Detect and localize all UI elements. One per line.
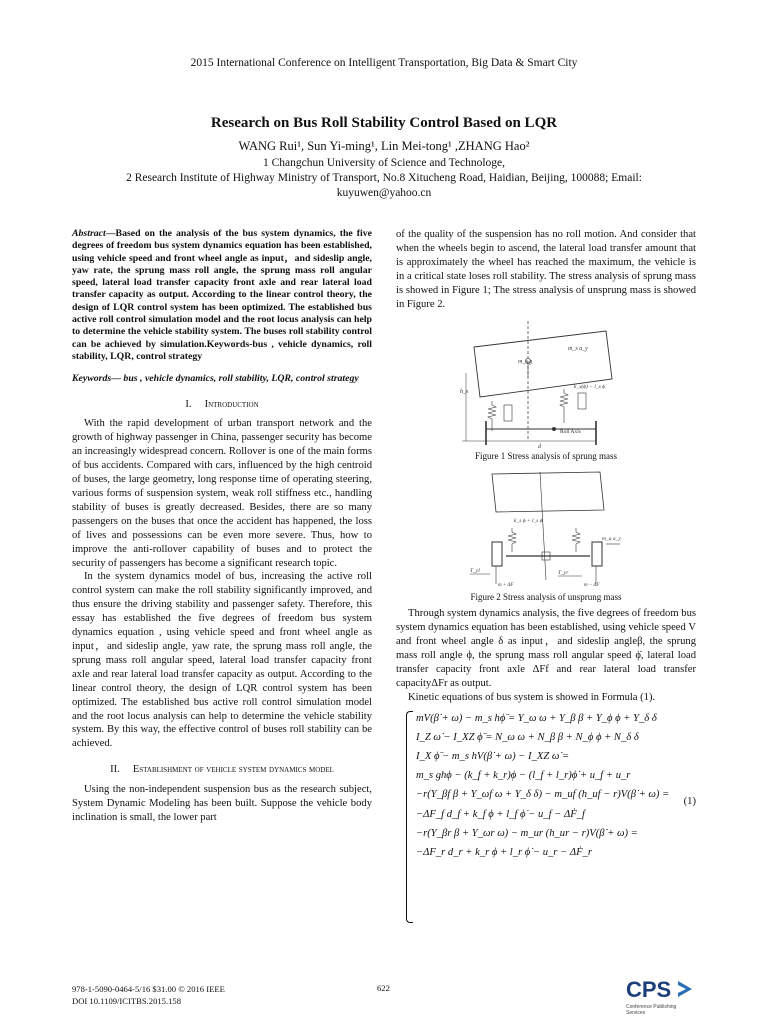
isbn: 978-1-5090-0464-5/16 $31.00 © 2016 IEEE	[72, 984, 225, 994]
abstract-text: —Based on the analysis of the bus system dynamics, the five degrees of freedom bus system dynamics equation has been established, using vehicle speed and front wheel angle as input，and sideslip angle, yaw rate, the sprung mass roll angle, the sprung mass roll angular speed, lateral load transfer capacity front axle and rear lateral load transfer capacity as output. According to the linear control theory, the design of LQR control system has been optimized. The established bus active roll control simulation model and the root locus analysis can help to determine the vehicle stability system. The buses roll stability control can be achieved by simulation.Keywords-bus , vehicle dynamics, roll stability, LQR, control strategy	[72, 228, 372, 362]
left-column	[72, 228, 372, 825]
fig2-mass-label: m_u a_y	[602, 536, 621, 543]
affiliations	[60, 156, 708, 201]
logo-mark-icon	[676, 979, 694, 999]
paragraph: Using the non-independent suspension bus as the research subject, System Dynamic Modeling has been built. Suppose the vehicle body inclination is small, the lower part	[72, 784, 372, 823]
email[interactable]: kuyuwen@yahoo.cn	[336, 187, 432, 199]
section-title: Introduction	[204, 398, 259, 410]
equation-line: m_s ghϕ − (k_f + k_r)ϕ − (l_f + l_r)ϕ̇ + u_f + u_r	[416, 770, 631, 782]
figure-1-caption: Figure 1 Stress analysis of sprung mass	[475, 451, 617, 462]
page-number: 622	[377, 983, 390, 993]
paragraph: With the rapid development of urban transport network and the growth of highway passenger in China, passenger security has become an increasingly widespread concern. Rollover is one of the main forms of bus accidents. Compared with cars, influenced by the high centroid of buses, the large geometry, long response time of operating steering, various forms of suspension system, weak roll stiffness etc., handling stability of buses is greatly decreased. Besides, there are so many passengers on the buses that once the accident has happened, the loss of lives and possessions can be even more severe. Thus, how to improve the anti-rollover capability of buses and to protect the security of passengers has become a significant research topic.	[72, 418, 372, 569]
doi[interactable]: DOI 10.1109/ICITBS.2015.158	[72, 996, 182, 1006]
section-number: II.	[110, 764, 120, 776]
conference-name: 2015 International Conference on Intelligent Transportation, Big Data & Smart City	[190, 57, 578, 69]
equation-brace	[406, 711, 413, 923]
equation-block	[396, 709, 696, 925]
equation-line: I_X ϕ̈ − m_s hV(β̇ + ω) − I_XZ ω̇ =	[416, 751, 570, 762]
logo-text: CPS	[626, 977, 672, 1002]
paper-title: Research on Bus Roll Stability Control Based on LQR	[210, 115, 558, 131]
abstract	[72, 228, 372, 363]
fig1-d-label: d	[538, 444, 541, 450]
fig1-mass-label: m_s a_y	[568, 346, 588, 353]
equation-line: −r(Y_βr β + Y_ωr ω) − m_ur (h_ur − r)V(β̇ + ω) =	[416, 827, 638, 839]
equation-lines	[416, 709, 669, 863]
keywords: Keywords— bus , vehicle dynamics, roll stability, LQR, control strategy	[72, 373, 359, 385]
equation-line: −ΔF_f d_f + k_f ϕ + l_f ϕ̇ − u_f − ΔḞ_f	[416, 808, 585, 820]
author-list: WANG Rui¹, Sun Yi-ming¹, Lin Mei-tong¹ ,ZHANG Hao²	[238, 139, 530, 153]
section-heading-1	[72, 398, 372, 412]
footer-publication-info	[72, 983, 225, 1007]
fig2-tyl-label: T_yl	[470, 568, 480, 575]
abstract-label: Abstract	[72, 228, 106, 239]
fig2-left-delta-label: m + ΔF	[498, 583, 514, 589]
fig1-roll-axis-label: Roll Axis	[560, 429, 581, 436]
paragraph: In the system dynamics model of bus, increasing the active roll control system can make the roll stability significantly improved, and thus ensure the driving stability and passenger safety. Therefore, this essay has established the five degrees of freedom bus system dynamics equation , using vehicle speed and front wheel angle as input，and sideslip angle, yaw rate, the sprung mass roll angle, the sprung mass roll angular speed, lateral load transfer capacity front axle and rear lateral load transfer capacity as output. According to the linear control theory, the design of LQR control system has been optimized. The established bus active roll control simulation model and the root locus analysis can help to determine the vehicle stability system. By this way, the effective control of buses roll stability can be achieved.	[72, 571, 372, 750]
figure-2-caption: Figure 2 Stress analysis of unsprung mass	[470, 592, 622, 603]
section-title: Establishment of vehicle system dynamics model	[132, 764, 334, 776]
paragraph: Through system dynamics analysis, the five degrees of freedom bus system dynamics equation has been established, using vehicle speed V and front wheel angle δ as input，and sideslip angleβ, the sprung mass roll angle ϕ, the sprung mass roll angular speed ϕ̇, lateral load transfer capacity front axle ΔFf and rear lateral load transfer capacityΔFr as output.	[396, 608, 696, 689]
paragraph: of the quality of the suspension has no roll motion. And consider that when the wheels begin to ascend, the lateral load transfer amount that is approximately the wheel has reached the maximum, the vehicle is in a critical state loses roll stability. The stress analysis of sprung mass is showed in Figure 1; The stress analysis of unsprung mass is showed in Figure 2.	[396, 229, 696, 310]
affiliation-2: 2 Research Institute of Highway Ministry of Transport, No.8 Xitucheng Road, Haidian, Beijing, 100088; Email:	[126, 172, 642, 184]
fig2-tyr-label: T_yr	[558, 570, 569, 577]
cps-logo	[626, 977, 696, 1017]
fig2-force-label: k_s ϕ + l_s ϕ̇	[514, 518, 543, 525]
section-number: I.	[185, 398, 192, 410]
equation-line: mV(β̇ + ω) − m_s hϕ̈ = Y_ω ω + Y_β β + Y_ϕ ϕ + Y_δ δ	[416, 712, 657, 724]
fig1-gravity-label: m_s g	[518, 359, 533, 366]
right-column	[396, 228, 696, 925]
affiliation-1: 1 Changchun University of Science and Technologe,	[262, 157, 506, 169]
fig1-height-label: h_s	[460, 389, 469, 396]
section-heading-2	[72, 763, 372, 777]
paragraph: Kinetic equations of bus system is showed in Formula (1).	[408, 691, 656, 703]
equation-line: −r(Y_βf β + Y_ωf ω + Y_δ δ) − m_uf (h_uf − r)V(β̇ + ω) =	[416, 789, 670, 801]
equation-number: (1)	[683, 795, 696, 807]
equation-line: I_Z ω̇ − I_XZ ϕ̈ = N_ω ω + N_β β + N_ϕ ϕ + N_δ δ	[416, 731, 639, 743]
logo-subtitle: Conference Publishing Services	[626, 1004, 677, 1016]
figure-2-unsprung-mass-diagram	[466, 470, 626, 590]
equation-line: −ΔF_r d_r + k_r ϕ + l_r ϕ̇ − u_r − ΔḞ_r	[416, 847, 592, 859]
figure-1-sprung-mass-diagram	[456, 317, 636, 449]
fig2-right-delta-label: m − ΔF	[584, 583, 600, 589]
fig1-force-label: k_s(ϕ) − l_s ϕ̇	[574, 384, 605, 391]
